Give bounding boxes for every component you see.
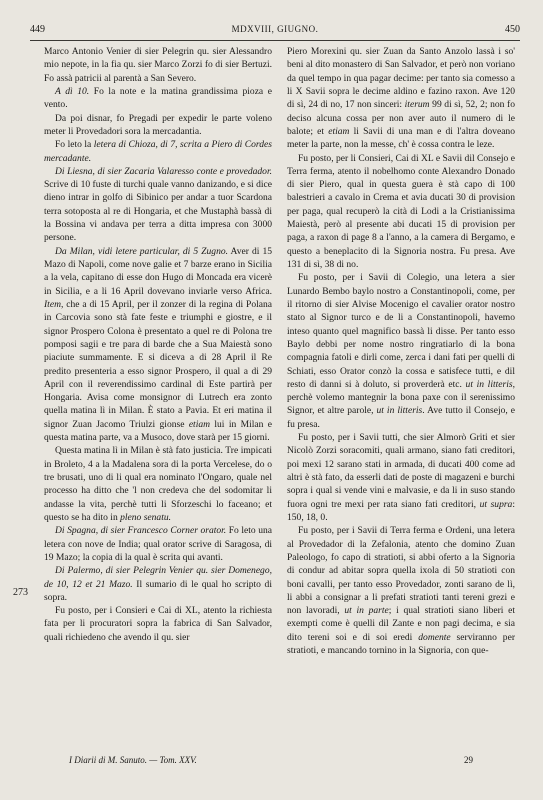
paragraph: Di Spagna, di sier Francesco Corner orator. Fo leto una letera con nove de India; qual orator scrive di Saragosa, di 19 Mazo; la copia di la qual è scrita qui avanti. [44, 525, 272, 563]
paragraph: Fu posto, per i Savii di Colegio, una letera a sier Lunardo Bembo baylo nostro a Constantinopoli, come, per il ritorno di sier Alvise Mocenigo el cavalier orator nostro stato al Signor turco e de li a Constantinopoli, havemo inteso quanto quel magnifico bassà li disse. Per tanto esso Baylo debbi per nome nostro ringratiarlo di la bona compagnia fatoli e dirli come, zerca i dani fati per quelli di Schiati, esso Orator conzò la cossa e satisfece tutti, e dil resto di danni si à doluto, si proverderà etc. ut in litteris, perchè volemo mantegnir la bona paxe con il serenissimo Signor, et altre parole, ut in litteris. Ave tutto il Consejo, e fu presa. [287, 272, 516, 430]
paragraph: Fu posto, per i Consieri e Cai di XL, atento la richiesta fata per li procuratori sopra la fabrica di San Salvador, quali richiedeno che avendo il qu. sier [44, 605, 272, 643]
page-number-left: 449 [30, 24, 45, 35]
paragraph: Fu posto, per i Savii di Terra ferma e Ordeni, una letera al Provedador di la Zefalonia, atento che domino Zuan Paleologo, fo capo di stratioti, si abbi oferto a la Signoria di condur ad abitar sopra quella ixola di 50 stratioti con boni cavalli, per tanto esso Provedador, zonti sarano de lì, li abbi a consignar a li prefati stratioti tanti tereni grezi e non lavoradi, ut in parte; i qual stratioti siano liberi et exempti come è quelli dil Zante e non pagi decima, e sia dito tereni soi e di soi eredi domente serviranno per stratioti, e mancando tornino in la Signoria, con que- [287, 525, 516, 657]
running-header [30, 24, 520, 38]
paragraph: Fu posto, per li Consieri, Cai di XL e Savii dil Consejo e Terra ferma, atento il nobelhomo conte Alexandro Donado di sier Piero, qual in questa guera è stà capo di 100 balestrieri a cavalo in Crema et avia ducati 30 di provision per paga, qual recuperò la cità di Lodi a la Cristianissima Maiestà, però al presente abi ducati 15 di provision per paga, a raxon di page 8 a l'anno, a la camera di Bergamo, e questo a beneplacito di la Signoria nostra. Fu presa. Ave 131 di sì, 38 di no. [287, 152, 515, 270]
footer-signature: 29 [464, 755, 473, 765]
paragraph: Questa matina lì in Milan è stà fato justicia. Tre impicati in Broleto, 4 a la Madalena sora di la porta Vercelese, do o tre brusati, uno di li qual era nominato l'Ongaro, quale nel processo ha ditto che 'l non credeva che del sodomitar li andasse la vita, perchè tutti li Sforzeschi lo faceano; et questo se ha dito in pleno senatu. [44, 445, 272, 523]
right-column [287, 45, 515, 657]
paragraph: Da Milan, vidi letere particular, di 5 Zugno. Aver di 15 Mazo di Napoli, come nove galie et 7 barze erano in Sicilia a la vela, capitano di esse don Hugo di Moncada era vicerè in Sicilia, e a li 16 April dovevano inviarle verso Africa. Item, che a di 15 April, per il zonzer di la regina di Polana in Carcovia sono stà fate feste e triumphi e giostre, e il signor Prospero Colona è presentato a quel re di Polona tre pomposi sagii e tre para di barde che a Sua Maiestà sono piaciute summamente. E si diceva a di 28 April il Re predito presenteria a esso signor Prospero, il qual a di 29 April con il reverendissimo cardinal di Este partirà per Hongaria. Avisa come monsignor di Lutrech era zonto quella matina lì in Milan. È stato a Pavia. Et eri matina il signor Zuan Jacomo Triulzi gionse etiam lui in Milan e questa matina parte, va a Musoco, dove starà per 15 giorni. [44, 245, 272, 444]
paragraph: Piero Morexini qu. sier Zuan da Santo Anzolo lassà i so' beni al dito monastero di San Salvador, et però non voriano da quel tempo in qua pagar decime: per tanto sia comesso a li X Savii sopra le decime aldino e fazino raxon. Ave 120 di sì, 24 di no, 17 non sinceri: iterum 99 di sì, 52, 2; non fo deciso alcuna cossa per non aver auto il numero di le balote; et etiam li Savii di una man e di l'altra doveano meter la parte, non la messe, ch' è cossa contra le leze. [287, 46, 515, 151]
paragraph: Di Liesna, di sier Zacaria Valaresso conte e provedador. Scrive di 10 fuste di turchi quale vanno danizando, e si dice dieno intrar in golfo di Sibinico per andar a tuor Scardona terra sotoposta al re di Hongaria, et che Mustaphà bassà di la Bossina vi andava per terra a ditta impresa con 3000 persone. [44, 165, 272, 244]
paragraph: Fo leto la letera di Chioza, di 7, scrita a Piero di Cordes mercadante. [44, 139, 272, 164]
running-title: MDXVIII, GIUGNO. [231, 24, 319, 34]
paragraph: Fu posto, per i Savii tutti, che sier Almorò Griti et sier Nicolò Zorzi soracomiti, quali armano, siano fati creditori, poi mexi 12 sarano stati in armada, di ducati 400 come ad altri è stà fato, da esserli dati de poste di magazeni e burchi sopra i qual si vende vini e malvasie, e da li in suso stando fuora ogni tre mexi per rata siano fati creditori, ut supra: 150, 18, 0. [287, 432, 515, 523]
left-column [44, 45, 272, 644]
paragraph: Di Palermo, di sier Pelegrin Venier qu. sier Domenego, de 10, 12 et 21 Mazo. Il sumario di le qual ho scripto di sopra. [44, 565, 272, 603]
paragraph: Da poi disnar, fo Pregadi per expedir le parte voleno meter li Provedadori sora la mercadantia. [44, 112, 272, 137]
margin-number: 273 [13, 587, 28, 598]
footer-series-title: I Diarii di M. Sanuto. — Tom. XXV. [69, 755, 197, 765]
paragraph: A dì 10. Fo la note e la matina grandissima pioza e vento. [44, 85, 272, 111]
page-number-right: 450 [505, 24, 520, 35]
paragraph: Marco Antonio Venier di sier Pelegrin qu. sier Alessandro mio nepote, in la fia qu. sier Marco Zorzi fo di sier Bertuzi. Fo assà patricii al parentà a San Severo. [44, 46, 272, 84]
header-rule [30, 40, 520, 41]
